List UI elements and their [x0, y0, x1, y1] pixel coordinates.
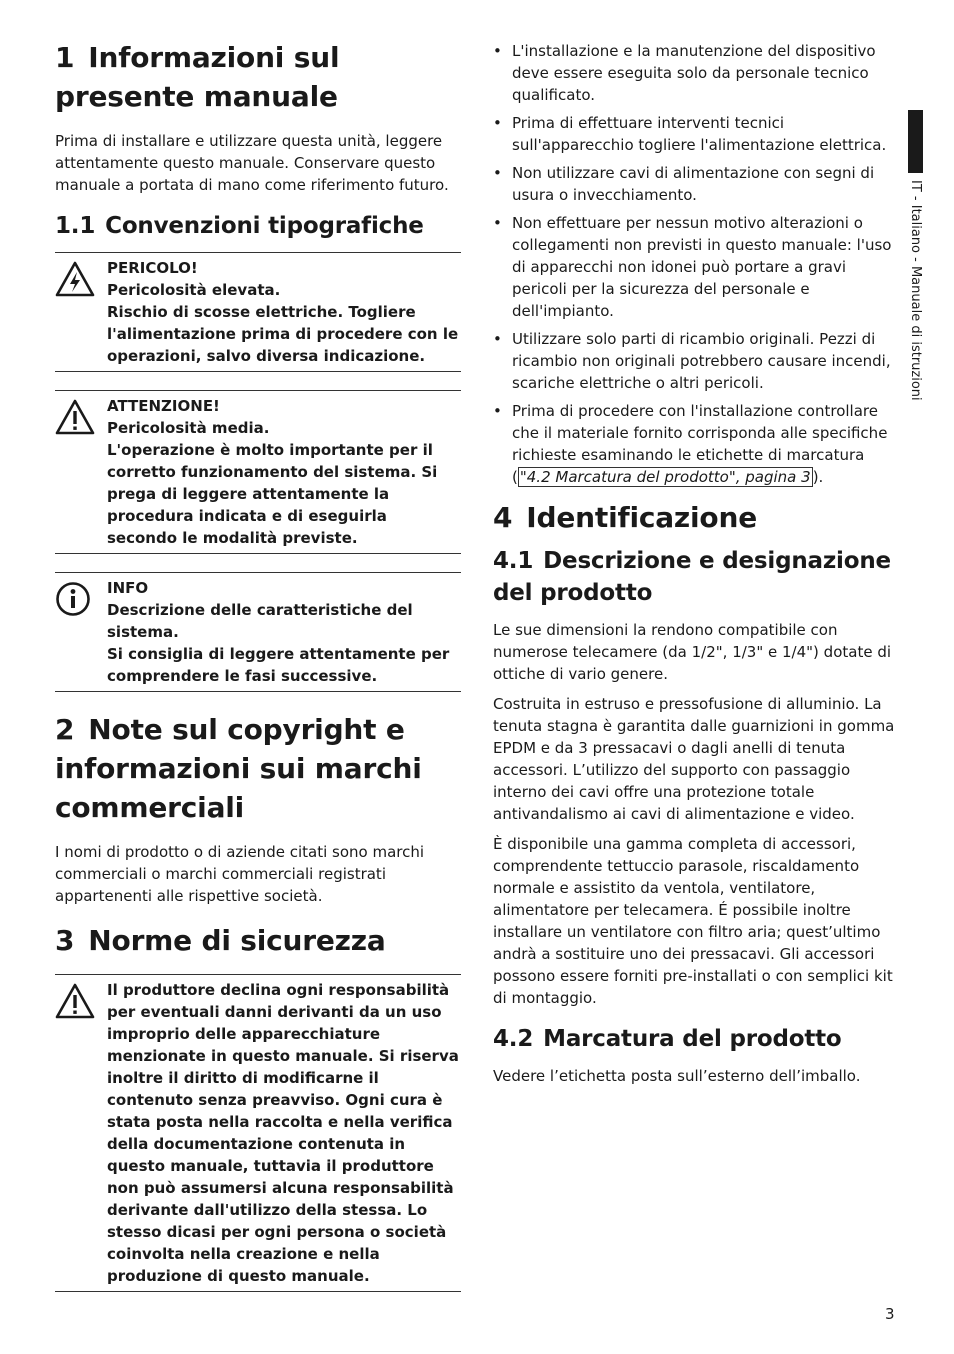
section-title: Note sul copyright e informazioni sui marchi commerciali: [55, 713, 422, 824]
section-4-1-paragraph: Costruita in estruso e pressofusione di alluminio. La tenuta stagna è garantita dalle guarnizioni in gomma EPDM e da 3 pressacavi o dagli anelli di tenuta accessori. L’utilizzo del supporto con passaggio interno dei cavi offre una protezione totale antivandalismo ai cavi di alimentazione e video.: [493, 695, 895, 823]
info-notice: [55, 572, 461, 692]
left-column: [55, 38, 461, 1310]
section-number: 4.2: [493, 1026, 534, 1052]
section-number: 1.1: [55, 213, 96, 239]
section-4-1-paragraph: Le sue dimensioni la rendono compatibile con numerose telecamere (da 1/2", 1/3" e 1/4") dotate di ottiche di vario genere.: [493, 621, 892, 683]
info-title: INFO: [107, 579, 149, 597]
safety-bullet: • L'installazione e la manutenzione del dispositivo deve essere eseguita solo da personale tecnico qualificato.: [493, 40, 901, 106]
disclaimer-text: Il produttore declina ogni responsabilità per eventuali danni derivanti da un uso improprio delle apparecchiature menzionate in questo manuale. Si riserva inoltre il diritto di modificarne il contenuto senza preavviso. Ogni cura è stata posta nella raccolta e nella verifica della documentazione contenuta in questo manuale, tuttavia il produttore non può assumersi alcuna responsabilità derivante dall'utilizzo della stessa. Lo stesso dicasi per ogni persona o società coinvolta nella creazione e nella produzione di questo manuale.: [107, 981, 459, 1285]
section-title: Informazioni sul presente manuale: [55, 41, 340, 113]
section-1-intro: Prima di installare e utilizzare questa unità, leggere attentamente questo manuale. Conservare questo manuale a portata di mano come riferimento futuro.: [55, 132, 449, 194]
section-title: Norme di sicurezza: [88, 924, 386, 957]
warning-icon: [55, 395, 107, 549]
section-number: 1: [55, 41, 75, 74]
warning-text: L'operazione è molto importante per il corretto funzionamento del sistema. Si prega di leggere attentamente la procedura indicata e di eseguirla secondo le modalità previste.: [107, 441, 438, 547]
danger-text: Rischio di scosse elettriche. Togliere l'alimentazione prima di procedere con le operazioni, salvo diversa indicazione.: [107, 303, 459, 365]
section-title: Identificazione: [526, 501, 757, 534]
danger-level: Pericolosità elevata.: [107, 281, 281, 299]
safety-bullet: • Utilizzare solo parti di ricambio originali. Pezzi di ricambio non originali potrebbero causare incendi, scariche elettriche o altri pericoli.: [493, 328, 901, 394]
section-number: 4.1: [493, 548, 534, 574]
warning-level: Pericolosità media.: [107, 419, 270, 437]
safety-bullet: • Prima di effettuare interventi tecnici sull'apparecchio togliere l'alimentazione elettrica.: [493, 112, 901, 156]
section-3-heading: [55, 921, 461, 960]
side-tab-marker: [908, 110, 923, 173]
section-number: 2: [55, 713, 75, 746]
section-4-1-heading: [493, 545, 901, 609]
warning-icon: [55, 979, 107, 1287]
section-4-1-paragraph: È disponibile una gamma completa di accessori, comprendente tettuccio parasole, riscaldamento normale e assistito da ventola, ventilatore, alimentatore per telecamera. É possibile inoltre installare un ventilatore con filtro aria; quest’ultimo andrà a sostituire uno dei pressacavi. Gli accessori possono essere forniti pre-installati o con semplici kit di montaggio.: [493, 835, 893, 1007]
danger-title: PERICOLO!: [107, 259, 198, 277]
section-4-2-heading: [493, 1023, 901, 1055]
cross-reference-link[interactable]: "4.2 Marcatura del prodotto", pagina 3: [519, 468, 811, 486]
right-column: [493, 40, 901, 1095]
section-number: 3: [55, 924, 75, 957]
info-description: Descrizione delle caratteristiche del sistema.: [107, 601, 413, 641]
section-4-heading: [493, 498, 901, 537]
page-number: 3: [885, 1305, 895, 1323]
danger-notice: [55, 252, 461, 372]
bullet-text: Prima di procedere con l'installazione controllare che il materiale fornito corrisponda alle specifiche richieste esaminando le etichette di marcatura (: [512, 402, 888, 486]
section-title: Convenzioni tipografiche: [105, 213, 424, 239]
section-4-2-text: Vedere l’etichetta posta sull’esterno dell’imballo.: [493, 1067, 861, 1085]
section-title: Marcatura del prodotto: [543, 1026, 842, 1052]
safety-bullet: • Non effettuare per nessun motivo alterazioni o collegamenti non previsti in questo manuale: l'uso di apparecchi non idonei può portare a gravi pericoli per la sicurezza del personale e dell'impianto.: [493, 212, 901, 322]
section-1-1-heading: [55, 210, 461, 242]
safety-bullet: • Non utilizzare cavi di alimentazione con segni di usura o invecchiamento.: [493, 162, 901, 206]
electric-hazard-icon: [55, 257, 107, 367]
disclaimer-notice: [55, 974, 461, 1292]
section-1-heading: [55, 38, 461, 116]
section-2-heading: [55, 710, 461, 827]
bullet-text: ).: [812, 468, 824, 486]
section-2-text: I nomi di prodotto o di aziende citati sono marchi commerciali o marchi commerciali registrati appartenenti alle rispettive società.: [55, 843, 425, 905]
safety-bullet-list: [493, 40, 901, 488]
section-number: 4: [493, 501, 513, 534]
section-title: Descrizione e designazione del prodotto: [493, 548, 891, 606]
warning-notice: [55, 390, 461, 554]
safety-bullet: [493, 400, 901, 488]
warning-title: ATTENZIONE!: [107, 397, 220, 415]
info-icon: [55, 577, 107, 687]
info-text: Si consiglia di leggere attentamente per comprendere le fasi successive.: [107, 645, 450, 685]
side-tab-label: IT - Italiano - Manuale di istruzioni: [908, 180, 923, 401]
